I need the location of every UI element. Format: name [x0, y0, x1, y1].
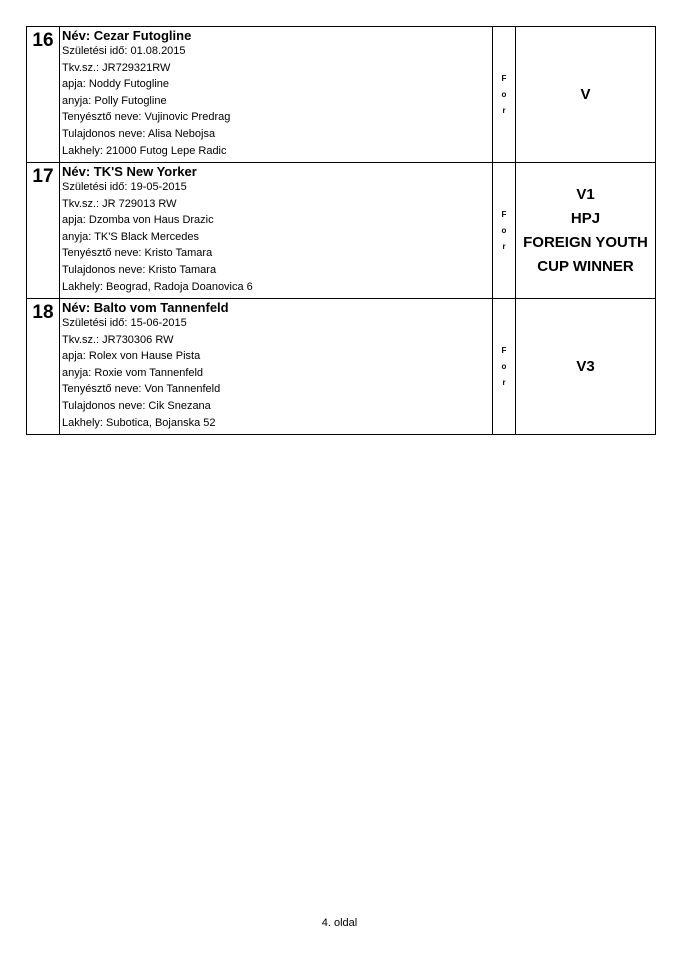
sire: apja: Noddy Futogline — [62, 78, 170, 91]
class-letter: r — [502, 241, 506, 251]
class-letter: o — [501, 225, 507, 235]
sire: apja: Dzomba von Haus Drazic — [62, 214, 214, 227]
dog-name: Név: TK'S New Yorker — [62, 164, 197, 179]
class-cell — [493, 163, 516, 299]
result-cell — [516, 299, 656, 435]
entry-number: 16 — [27, 27, 60, 163]
class-cell — [493, 27, 516, 163]
result-line: V3 — [576, 357, 595, 375]
result-cell — [516, 163, 656, 299]
entry-row — [27, 27, 656, 163]
page-number: 4. oldal — [321, 917, 358, 929]
owner: Tulajdonos neve: Cik Snezana — [62, 399, 211, 412]
residence: Lakhely: 21000 Futog Lepe Radic — [62, 144, 227, 157]
breeder: Tenyésztő neve: Kristo Tamara — [62, 247, 213, 260]
birth-date: Születési idő: 01.08.2015 — [62, 45, 186, 57]
dog-name: Név: Balto vom Tannenfeld — [62, 300, 229, 315]
birth-date: Születési idő: 15-06-2015 — [62, 317, 187, 329]
entry-number: 18 — [27, 299, 60, 435]
result-line: FOREIGN YOUTH — [523, 233, 648, 251]
result-line: CUP WINNER — [537, 257, 634, 275]
registry-number: Tkv.sz.: JR730306 RW — [62, 333, 174, 346]
class-letter: r — [502, 377, 506, 387]
class-letter: F — [501, 209, 507, 219]
class-letter: r — [502, 105, 506, 115]
class-letter: F — [501, 345, 507, 355]
class-letter: o — [501, 361, 507, 371]
result-line: V — [580, 85, 591, 103]
dam: anyja: Polly Futogline — [62, 94, 167, 107]
result-line: V1 — [576, 185, 595, 203]
birth-date: Születési idő: 19-05-2015 — [62, 181, 187, 193]
result-line: HPJ — [570, 209, 601, 227]
entry-info — [60, 299, 493, 435]
results-table — [26, 26, 656, 435]
entry-number: 17 — [27, 163, 60, 299]
entry-row — [27, 299, 656, 435]
class-letter: o — [501, 89, 507, 99]
dam: anyja: Roxie vom Tannenfeld — [62, 366, 204, 379]
class-letter: F — [501, 73, 507, 83]
sire: apja: Rolex von Hause Pista — [62, 350, 201, 363]
dog-name: Név: Cezar Futogline — [62, 28, 192, 43]
residence: Lakhely: Subotica, Bojanska 52 — [62, 416, 216, 429]
owner: Tulajdonos neve: Alisa Nebojsa — [62, 127, 216, 140]
breeder: Tenyésztő neve: Von Tannenfeld — [62, 383, 221, 396]
entry-info — [60, 163, 493, 299]
result-cell — [516, 27, 656, 163]
class-cell — [493, 299, 516, 435]
breeder: Tenyésztő neve: Vujinovic Predrag — [62, 111, 231, 124]
residence: Lakhely: Beograd, Radoja Doanovica 6 — [62, 280, 253, 293]
owner: Tulajdonos neve: Kristo Tamara — [62, 263, 217, 276]
dam: anyja: TK'S Black Mercedes — [62, 230, 200, 243]
registry-number: Tkv.sz.: JR729321RW — [62, 61, 171, 74]
registry-number: Tkv.sz.: JR 729013 RW — [62, 197, 177, 210]
entry-row — [27, 163, 656, 299]
entry-info — [60, 27, 493, 163]
